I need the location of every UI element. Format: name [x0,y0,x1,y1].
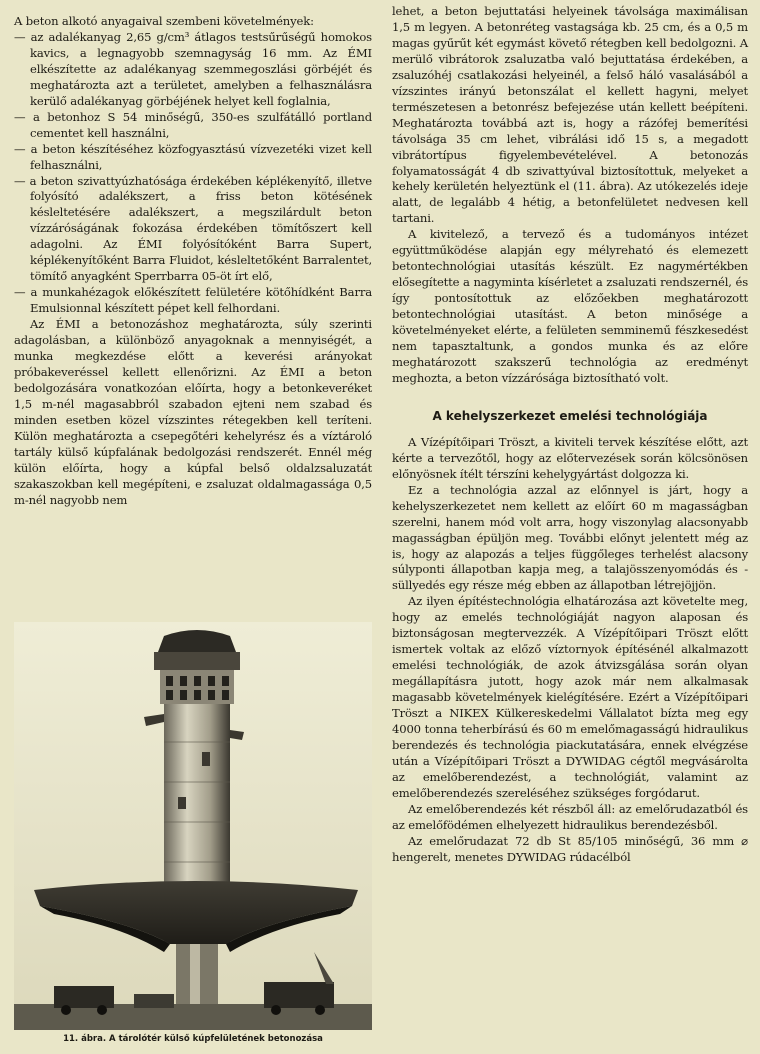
requirement-item: — a beton szivattyúzhatósága érdekében képlékenyítő, illetve folyósító adalékszert, a friss beton kötésének késleltetésére adalékszert, a megszilárdult beton vízzáróságának fokozása érdekében tömítőszert kell adagolni. Az ÉMI folyósítóként Barra Supert, képlékenyítőként Barra Fluidot, késleltetőként Barralentet, tömítő anyagként Sperrbarra 05-öt írt elő, [14,173,372,284]
figure-caption: 11. ábra. A tárolótér külső kúpfelületének betonozása [63,1034,323,1044]
requirements-intro: A beton alkotó anyagaival szembeni követelmények: [14,14,314,28]
body-paragraph: Az emelőrudazat 72 db St 85/105 minőségű, 36 mm ⌀ hengerelt, menetes DYWIDAG rúdacélból [392,833,748,864]
body-paragraph: Ez a technológia azzal az előnnyel is járt, hogy a kehelyszerkezetet nem kellett az előírt 60 m magasságban szerelni, hanem mód volt arra, hogy viszonylag alacsonyabb magasságban épüljön meg. További előnyt jelentett még az is, hogy az alapozás a teljes függőleges terhelést alacsony súlyponti állapotban kapja meg, a talajösszenyomódás és -süllyedés egy része még ebben az állapotban létrejöjjön. [392,482,748,593]
section-heading: A kehelyszerkezet emelési technológiája [432,408,708,423]
figure-11 [14,622,372,1050]
requirement-item: — a munkahézagok előkészített felületére kötőhídként Barra Emulsionnal készített pépet kell felhordani. [14,285,372,316]
water-tower-photo [14,622,372,1030]
left-column [14,14,372,509]
body-paragraph: Az emelőberendezés két részből áll: az emelőrudazatból és az emelőfödémen elhelyezett hidraulikus berendezésből. [392,801,748,832]
body-paragraph: A Vízépítőipari Tröszt, a kiviteli tervek készítése előtt, azt kérte a tervezőtől, hogy az előtervezések során kölcsönösen előnyösnek ítélt térszíni kehelygyártást dolgozza ki. [392,434,748,481]
requirement-item: — a beton készítéséhez közfogyasztású vízvezetéki vizet kell felhasználni, [14,141,372,172]
right-column [392,4,748,866]
requirement-item: — a betonhoz S 54 minőségű, 350-es szulfátálló portland cementet kell használni, [14,109,372,140]
body-paragraph: A kivitelező, a tervező és a tudományos intézet együttműködése alapján egy mélyreható és elemezett betontechnológiai utasítás készült. Ez nagymértékben elősegítette a nagyminta kísérletet a zsaluzati rendszernél, és így pontosítottuk az előzőekben meghatározott betontechnológiai utasítást. A beton minősége a követelményeket elérte, a felületen semminemű fészkesedést nem tapasztaltunk, a gondos munka és az előre meghatározott szakszerű technológia az eredményt meghozta, a beton vízzárósága biztosítható volt. [392,227,748,385]
requirement-item: — az adalékanyag 2,65 g/cm³ átlagos testsűrűségű homokos kavics, a legnagyobb szemnagyság 16 mm. Az ÉMI elkészítette az adalékanyag szemmegoszlási görbéjét és meghatározta azt a területet, amelyben a felhasználásra kerülő adalékanyag görbéjének helyet kell foglalnia, [14,29,372,108]
body-paragraph: Az ÉMI a betonozáshoz meghatározta, súly szerinti adagolásban, a különböző anyagoknak a mennyiségét, a munka megkezdése előtt a keverési arányokat próbakeveréssel kellett ellenőrizni. Az ÉMI a beton bedolgozására vonatkozóan előírta, hogy a betonkeveréket 1,5 m-nél magasabbról szabadon ejteni nem szabad és minden esetben közel vízszintes rétegekben kell teríteni. Külön meghatározta a csepegőtéri kehelyrész és a víztároló tartály külső kúpfalának bedolgozási rendszerét. Ennél még külön előírta, hogy a kúpfal belső oldalzsaluzatát szakaszokban kell megépíteni, e zsaluzat oldalmagassága 0,5 m-nél nagyobb nem [14,317,372,507]
body-paragraph: Az ilyen építéstechnológia elhatározása azt követelte meg, hogy az emelés technológiáját nagyon alaposan és biztonságosan megtervezzék. A Vízépítőipari Tröszt előtt ismertek voltak az előző víztornyok építésénél alkalmazott emelési technológiák, de azok átvizsgálása során olyan megállapításra jutott, hogy azok már nem alkalmasak magasabb követelmények kielégítésére. Ezért a Vízépítőipari Tröszt a NIKEX Külkereskedelmi Vállalatot bízta meg egy 4000 tonna teherbírású és 60 m emelőmagasságú hidraulikus berendezés és technológia piackutatására, ennek elvégzése után a Vízépítőipari Tröszt a DYWIDAG cégtől megvásárolta az emelőberendezést, a technológiát, valamint az emelőberendezés szereléséhez szükséges forgódarut. [392,594,748,800]
body-paragraph: lehet, a beton bejuttatási helyeinek távolsága maximálisan 1,5 m legyen. A betonréteg vastagsága kb. 25 cm, és a 0,5 m magas gyűrűt két egymást követő rétegben kell bedolgozni. A merülő vibrátorok zsaluzatba való bejuttatása érdekében, a zsaluzóhéj csatlakozási helyeinél, a felső háló vasalásából a vízszintes irányú betonszálat el kellett hagyni, melyet természetesen a betonrész befejezése után kellett beépíteni. Meghatározta továbbá azt is, hogy a rázófej bemerítési távolsága 35 cm lehet, vibrálási idő 15 s, a megadott vibrátortípus figyelembevételével. A betonozás folyamatosságát 4 db szivattyúval biztosítottuk, melyeket a kehely kerületén helyeztünk el (11. ábra). Az utókezelés ideje alatt, de legalább 4 hétig, a betonfelületet nedvesen kell tartani. [392,4,748,226]
